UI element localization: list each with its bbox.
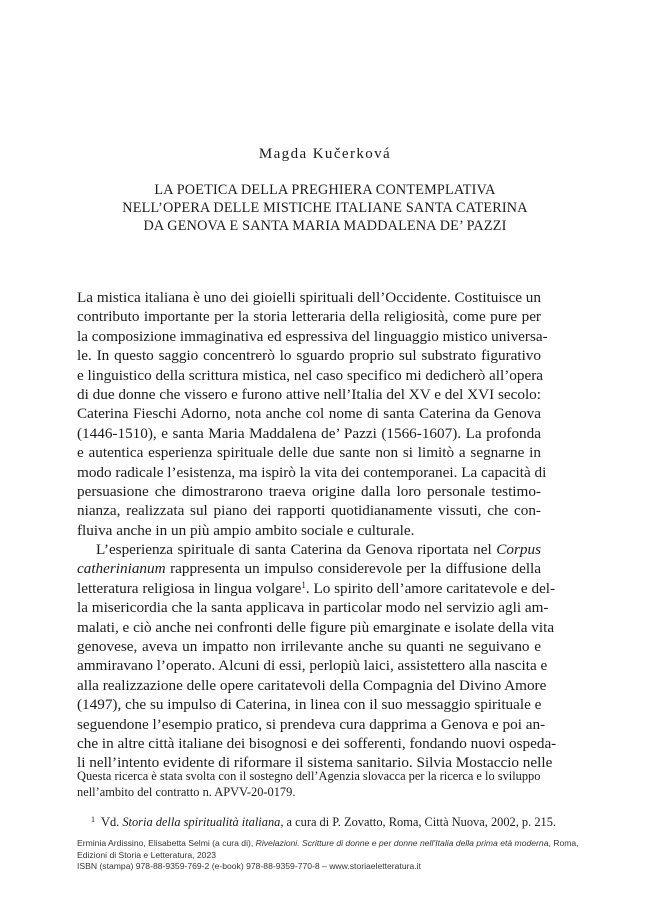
text-line: seguendone l’esempio pratico, si prendeva cura dapprima a Genova e poi an-: [77, 715, 546, 733]
text-line: persuasione che dimostrarono traeva origine dalla loro personale testimo-: [77, 482, 541, 500]
footnote-number: 1: [91, 815, 95, 824]
text-line: nianza, realizzata sul piano dei rapporti quotidianamente vissuti, che con-: [77, 502, 541, 520]
text-line: Caterina Fieschi Adorno, nota anche col nome di santa Caterina da Genova: [77, 405, 541, 423]
funding-note: Questa ricerca è stata svolta con il sostegno dell’Agenzia slovacca per la ricerca e lo sviluppo: [77, 769, 541, 783]
text-line: modo radicale l’esistenza, ma ispirò la vita dei contemporanei. La capacità di: [77, 463, 547, 481]
funding-note: nell’ambito del contratto n. APVV-20-0179.: [77, 785, 296, 799]
footnote-ref[interactable]: 1: [301, 579, 306, 590]
text-line: alla realizzazione delle opere caritatevoli della Compagnia del Divino Amore: [77, 676, 547, 694]
text-line: genovese, aveva un impatto non irrilevante anche su quanti ne seguivano e: [77, 638, 541, 656]
text-line: le. In questo saggio concentrerò lo sguardo proprio sul substrato figurativo: [77, 347, 541, 365]
text-line: di due donne che vissero e furono attive nell’Italia del XV e del XVI secolo:: [77, 385, 541, 403]
italic-run: Storia della spiritualità italiana: [122, 815, 281, 829]
text-line: [77, 540, 541, 559]
text-run: , Roma,: [548, 838, 579, 848]
italic-run: Corpus: [496, 541, 541, 559]
text-line: e linguistico della scrittura mistica, nel caso specifico mi dedicherò all’opera: [77, 366, 543, 384]
text-line: e autentica esperienza spirituale delle due sante non si limitò a segnarne in: [77, 444, 541, 462]
imprint-line: ISBN (stampa) 978-88-9359-769-2 (e-book) 978-88-9359-770-8 – www.storiaeletteratura.it: [77, 861, 421, 872]
text-run: Vd.: [101, 815, 123, 829]
footnotes: [77, 768, 556, 830]
text-run: L’esperienza spirituale di santa Caterina da Genova riportata nel: [96, 541, 497, 559]
paragraph-2: [77, 540, 557, 773]
text-run: rappresenta un impulso considerevole per la diffusione della: [165, 560, 541, 578]
italic-run: catherinianum: [77, 560, 166, 578]
title-line: LA POETICA DELLA PREGHIERA CONTEMPLATIVA: [154, 182, 496, 198]
text-line: malati, e ciò anche nei confronti delle figure più emarginate e isolate della vita: [77, 618, 555, 636]
chapter-title: [60, 181, 590, 235]
text-line: [77, 579, 556, 598]
text-run: letteratura religiosa in lingua volgare: [77, 579, 302, 597]
text-line: (1497), che su impulso di Caterina, in linea con il suo messaggio spirituale e: [77, 696, 542, 714]
text-line: fluiva anche in un più ampio ambito sociale e culturale.: [77, 521, 415, 539]
text-line: ammiravano l’operato. Alcuni di essi, perlopiù laici, assistettero alla nascita e: [77, 657, 548, 675]
author-name: Magda Kučerková: [258, 146, 392, 162]
body-text: [77, 288, 557, 773]
imprint-line: [77, 838, 579, 850]
italic-run: Rivelazioni. Scritture di donne e per donne nell’Italia della prima età moderna: [255, 838, 549, 848]
imprint: [77, 838, 579, 873]
text-run: Erminia Ardissino, Elisabetta Selmi (a cura di),: [77, 838, 256, 848]
text-line: la composizione immaginativa ed espressiva del linguaggio mistico universa-: [77, 327, 548, 345]
text-line: che in altre città italiane dei bisognosi e dei sofferenti, fondando nuovi ospeda-: [77, 734, 557, 752]
imprint-line: Edizioni di Storia e Letteratura, 2023: [77, 849, 217, 860]
title-line: NELL’OPERA DELLE MISTICHE ITALIANE SANTA CATERINA: [122, 200, 528, 216]
text-line: contributo importante per la storia letteraria della religiosità, come pure per: [77, 308, 541, 326]
text-run: , a cura di P. Zovatto, Roma, Città Nuova, 2002, p. 215.: [280, 815, 556, 829]
paragraph-1: [77, 288, 548, 540]
text-run: . Lo spirito dell’amore caritatevole e del-: [305, 579, 556, 597]
title-line: DA GENOVA E SANTA MARIA MADDALENA DE’ PAZZI: [143, 218, 507, 234]
text-line: (1446-1510), e santa Maria Maddalena de’ Pazzi (1566-1607). La profonda: [77, 424, 541, 442]
text-line: la misericordia che la santa applicava in particolar modo nel servizio agli am-: [77, 599, 549, 617]
text-line: li nell’intento evidente di riformare il sistema sanitario. Silvia Mostaccio nelle: [77, 754, 553, 772]
text-line: La mistica italiana è uno dei gioielli spirituali dell’Occidente. Costituisce un: [77, 289, 541, 306]
footnote-1: [77, 812, 556, 830]
text-line: [77, 559, 541, 578]
